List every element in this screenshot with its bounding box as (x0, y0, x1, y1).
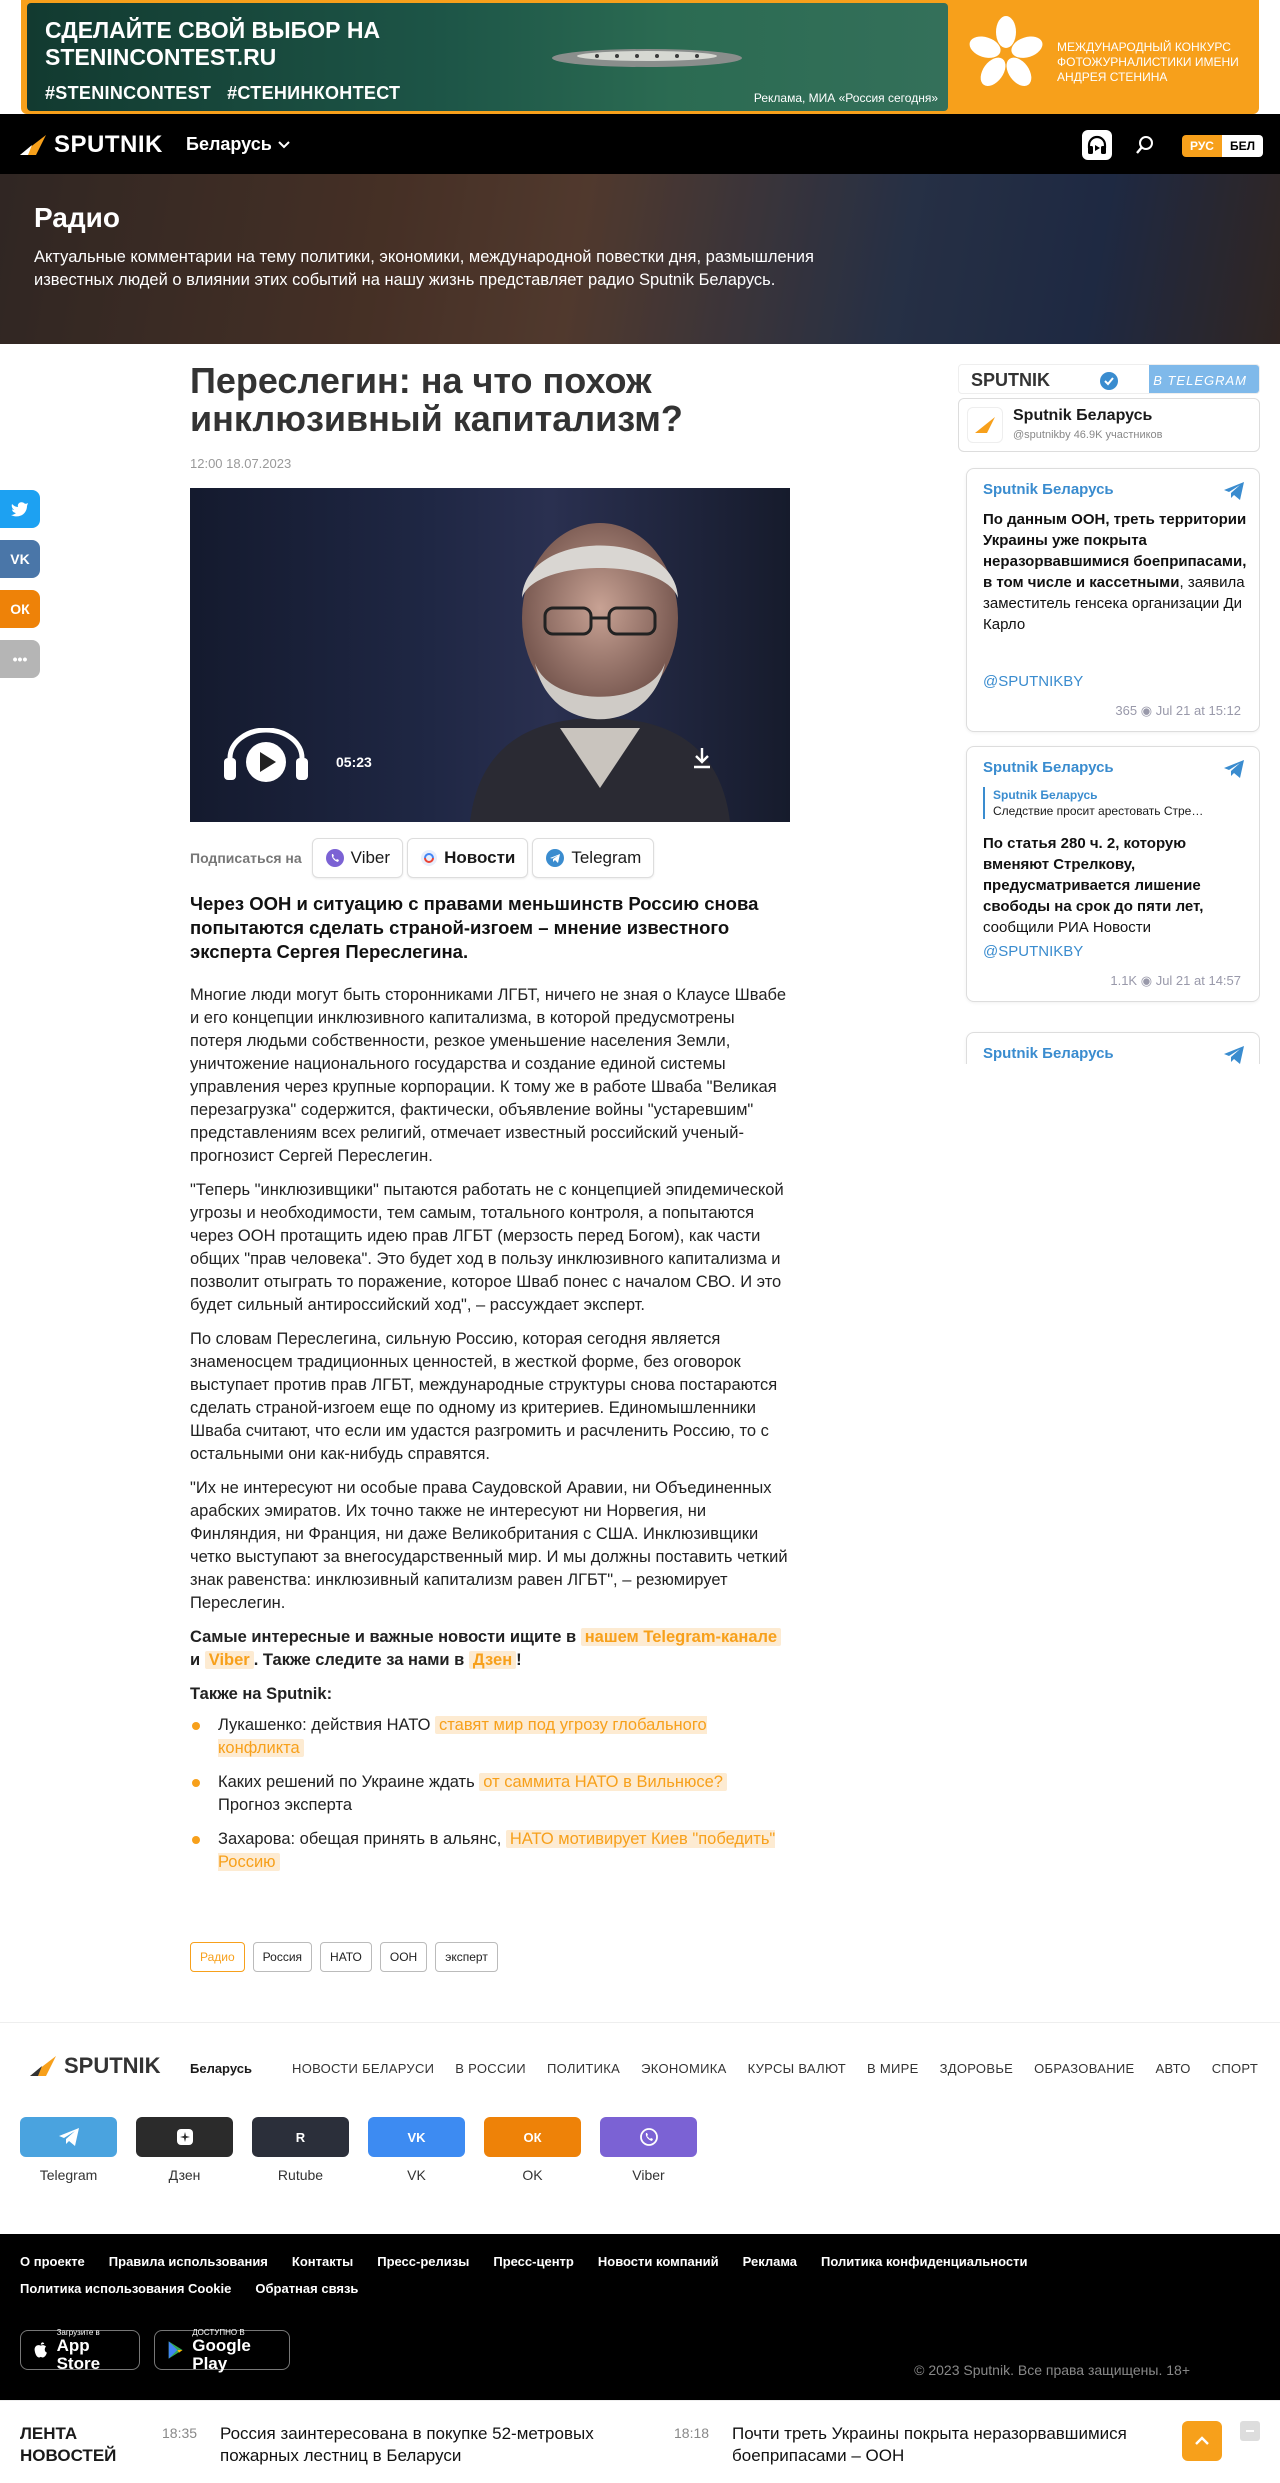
sputnik-logo-icon (28, 2054, 58, 2078)
channel-name: Sputnik Беларусь (1013, 407, 1153, 424)
social-vk[interactable] (368, 2117, 465, 2183)
apple-icon (33, 2339, 49, 2361)
telegram-post[interactable] (966, 468, 1260, 732)
telegram-icon (20, 2117, 117, 2157)
post-meta (1110, 973, 1241, 989)
footer-menu-item[interactable]: АВТО (1155, 2061, 1191, 2076)
app-store-button[interactable] (20, 2327, 140, 2373)
viber-link[interactable]: Viber (205, 1651, 254, 1669)
quote-author: Sputnik Беларусь (993, 788, 1098, 802)
social-label: Viber (632, 2167, 665, 2183)
chevron-down-icon (278, 141, 290, 149)
footer-navigation (0, 2022, 1280, 2234)
footer-link[interactable]: Политика использования Cookie (20, 2281, 232, 2296)
footer-logo[interactable] (28, 2053, 161, 2079)
telegram-icon (1223, 481, 1245, 501)
search-icon (1135, 135, 1155, 155)
article-body (190, 984, 790, 1885)
share-more-button[interactable] (0, 640, 40, 678)
article-date: 12:00 18.07.2023 (190, 456, 292, 471)
post-author: Sputnik Беларусь (983, 481, 1114, 498)
region-selector[interactable] (186, 134, 290, 155)
post-text-rest: , заявила заместитель генсека организации Ди Карло (983, 574, 1245, 633)
player-duration: 05:23 (336, 754, 372, 770)
post-text-rest: сообщили РИА Новости (983, 919, 1151, 936)
subscribe-news-label: Новости (444, 848, 516, 867)
article-paragraph: "Их не интересуют ни особые права Саудовской Аравии, ни Объединенных арабских эмиратов. Их точно также не интересуют ни Норвегия, ни Финляндия, ни Франция, ни даже Великобритания с США. Инклюзивщики четко выступают за внегосударственный мир. И мы должны поставить четкий знак равенства: инклюзивный капитализм равен ЛГБТ", – резюмирует Переслегин. (190, 1479, 788, 1612)
article-paragraph: По словам Переслегина, сильную Россию, которая сегодня является знаменосцем традиционных ценностей, в жесткой форме, без оговорок выступает против прав ЛГБТ, международные структуры снова постараются сделать страной-изгоем еще по одному из критериев. Единомышленники Шваба считают, что если им удастся разгромить и расчленить Россию, то с остальными они как-нибудь справятся. (190, 1330, 778, 1463)
section-description: Актуальные комментарии на тему политики, экономики, международной повестки дня, размышления известных людей о влиянии этих событий на нашу жизнь представляет радио Sputnik Беларусь. (34, 248, 814, 289)
subscribe-viber-button[interactable] (312, 838, 403, 878)
post-author: Sputnik Беларусь (983, 1045, 1114, 1062)
post-link[interactable]: @SPUTNIKBY (983, 943, 1084, 960)
share-twitter-button[interactable] (0, 490, 40, 528)
news-time: 18:18 (674, 2425, 710, 2441)
social-label: OK (522, 2167, 543, 2183)
eye-icon: ◉ (1140, 973, 1156, 988)
footer-menu-item[interactable]: ПОЛИТИКА (546, 2061, 621, 2076)
play-icon[interactable] (222, 728, 310, 784)
lang-by-button[interactable]: БЕЛ (1222, 135, 1263, 157)
search-button[interactable] (1132, 132, 1158, 158)
telegram-widget-header[interactable] (958, 364, 1260, 394)
ad-banner[interactable] (21, 0, 1259, 114)
telegram-widget-logo: SPUTNIK (971, 370, 1051, 390)
tag-russia[interactable]: Россия (253, 1942, 312, 1972)
article-cta (190, 1626, 790, 1672)
footer-menu-item[interactable]: НОВОСТИ БЕЛАРУСИ (292, 2061, 435, 2076)
footer-menu-item[interactable]: В МИРЕ (866, 2061, 919, 2076)
post-author: Sputnik Беларусь (983, 759, 1114, 776)
social-viber[interactable] (600, 2117, 697, 2183)
app-store-big: App Store (56, 2335, 101, 2373)
post-quote[interactable] (983, 787, 1243, 819)
also-after: Прогноз эксперта (218, 1796, 353, 1814)
post-link[interactable]: @SPUTNIKBY (983, 673, 1084, 690)
google-play-big: Google Play (192, 2335, 251, 2373)
subscribe-telegram-label: Telegram (571, 848, 642, 867)
telegram-icon (1223, 1045, 1245, 1064)
copyright: © 2023 Sputnik. Все права защищены. 18+ (914, 2362, 1190, 2378)
post-text-bold: По статья 280 ч. 2, которую вменяют Стрелкову, предусматривается лишение свободы на срок до пяти лет, (983, 835, 1204, 915)
footer-link[interactable]: О проекте (20, 2254, 85, 2269)
post-views: 1.1K (1110, 973, 1138, 988)
verified-icon (1099, 371, 1119, 391)
chevron-up-icon (1195, 2436, 1209, 2446)
also-link[interactable]: ставят мир под угрозу глобального конфликта (218, 1716, 707, 1757)
channel-subscribers: @sputnikby 46.9K участников (1013, 429, 1163, 441)
cta-text-2: . Также следите за нами в (253, 1651, 465, 1669)
also-link[interactable]: от саммита НАТО в Вильнюсе? (479, 1773, 727, 1791)
subscribe-label: Подписаться на (190, 850, 302, 866)
footer-menu-item[interactable]: СПОРТ (1211, 2061, 1259, 2076)
also-text: Лукашенко: действия НАТО (218, 1716, 431, 1734)
post-meta (1115, 703, 1241, 719)
flower-logo-icon (966, 14, 1046, 94)
google-play-small: ДОСТУПНО В (192, 2327, 245, 2337)
subscribe-viber-label: Viber (350, 848, 391, 867)
post-text (983, 509, 1247, 635)
share-ok-button[interactable] (0, 590, 40, 628)
cta-end: ! (516, 1651, 522, 1669)
telegram-icon (545, 848, 565, 868)
social-label: Telegram (39, 2167, 98, 2183)
footer-menu-item[interactable]: ЗДОРОВЬЕ (939, 2061, 1014, 2076)
viber-icon (600, 2117, 697, 2157)
google-news-icon (420, 849, 438, 867)
banner-boat-photo (547, 43, 747, 73)
dzen-link[interactable]: Дзен (469, 1651, 516, 1669)
sputnik-avatar-icon (973, 415, 997, 435)
footer-link[interactable]: Пресс-релизы (377, 2254, 470, 2269)
telegram-channel-card[interactable] (958, 398, 1260, 452)
article-lead: Через ООН и ситуацию с правами меньшинств Россию снова попытаются сделать страной-изгоем – мнение известного эксперта Сергея Переслегина. (190, 893, 759, 962)
ok-icon: ОК (484, 2117, 581, 2157)
footer-menu-item[interactable]: В РОССИИ (455, 2061, 526, 2076)
footer-link[interactable]: Обратная связь (255, 2281, 359, 2296)
region-label: Беларусь (186, 134, 272, 154)
scroll-up-button[interactable] (1182, 2421, 1222, 2461)
social-telegram[interactable] (20, 2117, 117, 2183)
also-item (190, 1828, 790, 1874)
quote-text: Следствие просит арестовать Стре… (993, 804, 1204, 818)
radio-button[interactable] (1082, 130, 1112, 160)
footer-menu-item[interactable]: ОБРАЗОВАНИЕ (1034, 2061, 1135, 2076)
ok-icon: ОК (10, 601, 30, 617)
footer-link[interactable]: Пресс-центр (493, 2254, 574, 2269)
banner-hashtags: #STENINCONTEST #СТЕНИНКОНТЕСТ (45, 83, 401, 103)
footer-links (20, 2254, 1140, 2296)
also-title: Также на Sputnik: (190, 1685, 333, 1703)
post-views: 365 (1115, 703, 1138, 718)
footer-link[interactable]: Реклама (742, 2254, 798, 2269)
share-vk-button[interactable] (0, 540, 40, 578)
post-text-bold: По данным ООН, треть территории Украины уже покрыта неразорвавшимися боеприпасами, в том числе и кассетными (983, 511, 1247, 591)
social-dzen[interactable] (136, 2117, 233, 2183)
footer-logo-text: SPUTNIK (64, 2053, 161, 2078)
news-ticker (0, 2400, 1280, 2483)
post-text (983, 833, 1247, 938)
telegram-channel-link[interactable]: нашем Telegram-канале (581, 1628, 781, 1646)
subscribe-bar (190, 838, 654, 878)
logo-text: SPUTNIK (54, 131, 163, 158)
google-play-icon (167, 2339, 184, 2361)
social-label: VK (407, 2167, 426, 2183)
banner-ad-label: Реклама, МИА «Россия сегодня» (753, 91, 938, 105)
vk-icon: VK (10, 551, 30, 567)
article-paragraph: Многие люди могут быть сторонниками ЛГБТ, ничего не зная о Клаусе Швабе и его концепции инклюзивного капитализма, в которой предусмотрены потеря людьми собственности, резкое уменьшение населения Земли, уничтожение национального государства и создание единой системы управления через крупные корпорации. К тому же в работе Шваба "Великая перезагрузка" содержится, фактически, объявление войны "устаревшим" представлениям всех религий, отмечает известный российский ученый-прогнозист Сергей Переслегин. (190, 986, 786, 1165)
tag-nato[interactable]: НАТО (320, 1942, 372, 1972)
telegram-post[interactable] (966, 746, 1260, 1002)
telegram-post[interactable] (966, 1032, 1260, 1064)
news-time: 18:35 (162, 2425, 198, 2441)
news-headline: Россия заинтересована в покупке 52-метровых пожарных лестниц в Беларуси (220, 2424, 594, 2465)
footer-menu-item[interactable]: КУРСЫ ВАЛЮТ (747, 2061, 846, 2076)
download-icon[interactable] (688, 744, 716, 772)
also-item (190, 1714, 790, 1760)
news-headline: Почти треть Украины покрыта неразорвавшимися боеприпасами – ООН (732, 2424, 1127, 2465)
site-footer (0, 2234, 1280, 2400)
article-tags (190, 1942, 498, 1972)
also-text: Каких решений по Украине ждать (218, 1773, 475, 1791)
tag-un[interactable]: ООН (380, 1942, 427, 1972)
lang-ru-button[interactable]: РУС (1182, 135, 1222, 157)
google-play-button[interactable] (154, 2327, 290, 2373)
headphones-icon (1086, 134, 1108, 156)
subscribe-news-button[interactable] (407, 838, 528, 878)
news-ticker-item[interactable] (674, 2423, 1152, 2467)
footer-menu-item[interactable]: ЭКОНОМИКА (641, 2061, 727, 2076)
cta-text: Самые интересные и важные новости ищите в (190, 1628, 577, 1646)
cta-and: и (190, 1651, 201, 1669)
telegram-widget (958, 364, 1260, 1064)
footer-link[interactable]: Контакты (291, 2254, 354, 2269)
twitter-icon (11, 501, 29, 517)
viber-icon (325, 848, 345, 868)
section-title[interactable]: Радио (34, 202, 120, 233)
site-header (0, 114, 1280, 174)
also-list (190, 1714, 790, 1874)
telegram-badge: В TELEGRAM (1149, 365, 1260, 394)
app-store-small: Загрузите в (56, 2327, 100, 2337)
speaker-photo (410, 488, 790, 822)
audio-player[interactable] (190, 488, 790, 822)
social-label: Rutube (277, 2167, 324, 2183)
vk-icon: VK (368, 2117, 465, 2157)
footer-menu (292, 2061, 1258, 2076)
social-label: Дзен (168, 2167, 201, 2183)
also-text: Захарова: обещая принять в альянс, (218, 1830, 502, 1848)
social-links (20, 2117, 697, 2183)
more-dots-icon: ••• (12, 651, 28, 667)
post-time: Jul 21 at 15:12 (1155, 703, 1241, 718)
subscribe-telegram-button[interactable] (532, 838, 654, 878)
news-ticker-item[interactable] (162, 2423, 640, 2467)
social-rutube[interactable] (252, 2117, 349, 2183)
channel-avatar (967, 407, 1003, 443)
footer-link[interactable]: Правила использования (108, 2254, 268, 2269)
also-item (190, 1771, 790, 1817)
banner-contest-text: МЕЖДУНАРОДНЫЙ КОНКУРС ФОТОЖУРНАЛИСТИКИ ИМЕНИ АНДРЕЯ СТЕНИНА (1057, 40, 1239, 84)
article-paragraph: "Теперь "инклюзивщики" пытаются работать не с концепцией эпидемической угрозы и необходимости, тем самым, тотального контроля, а попытаются через ООН протащить идею прав ЛГБТ (мерзость перед Богом), как части общих "прав человека". Это будет ход в пользу инклюзивного капитализма и позволит отыграть то поражение, которое Шваб понес с началом СВО. И это будет сильный антироссийский ход", – рассуждает эксперт. (190, 1181, 784, 1314)
sputnik-logo-icon (18, 133, 48, 157)
telegram-icon (1223, 759, 1245, 779)
also-link[interactable]: НАТО мотивирует Киев "победить" Россию (218, 1830, 776, 1871)
section-hero (0, 174, 1280, 344)
social-ok[interactable] (484, 2117, 581, 2183)
footer-link[interactable]: Политика конфиденциальности (821, 2254, 1028, 2269)
language-switch (1182, 135, 1263, 157)
eye-icon: ◉ (1140, 703, 1156, 718)
footer-link[interactable]: Новости компаний (597, 2254, 719, 2269)
news-ticker-title[interactable]: ЛЕНТА НОВОСТЕЙ (20, 2424, 117, 2465)
post-time: Jul 21 at 14:57 (1155, 973, 1241, 988)
footer-region[interactable]: Беларусь (190, 2061, 252, 2076)
article-title: Переслегин: на что похож инклюзивный капитализм? (190, 360, 683, 439)
banner-title: СДЕЛАЙТЕ СВОЙ ВЫБОР НА STENINCONTEST.RU (45, 17, 381, 70)
rutube-icon: R (252, 2117, 349, 2157)
close-ticker-button[interactable] (1240, 2421, 1260, 2441)
banner-image[interactable] (27, 3, 948, 111)
dzen-icon (136, 2117, 233, 2157)
sputnik-logo[interactable] (18, 131, 163, 159)
minus-icon (1240, 2421, 1260, 2441)
tag-radio[interactable]: Радио (190, 1942, 245, 1972)
tag-expert[interactable]: эксперт (435, 1942, 498, 1972)
